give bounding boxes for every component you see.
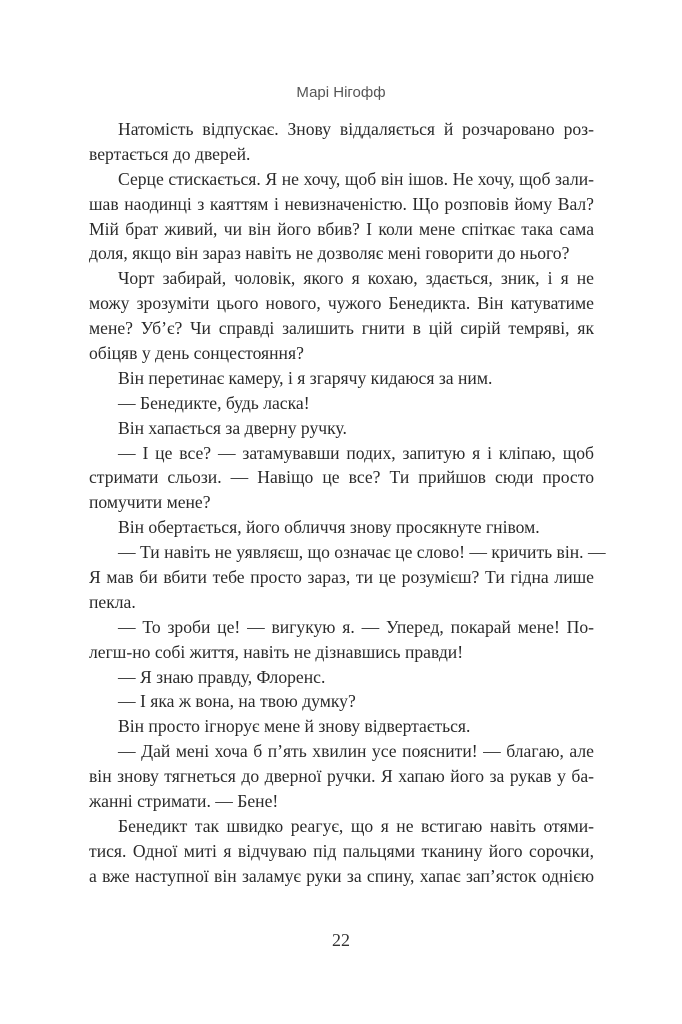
text-line: — І яка ж вона, на твою думку? [118,691,356,712]
text-line: Серце стискається. Я не хочу, щоб він ішов. Не хочу, щоб зали- [118,168,594,189]
text-line: доля, якщо він зараз навіть не дозволяє мені говорити до нього? [89,243,570,264]
text-line: — Бенедикте, будь ласка! [118,392,310,413]
text-line: шав наодинці з каяттям і невизначеністю. Що розповів йому Вал? [89,193,594,214]
text-line: Він хапається за дверну ручку. [118,417,347,438]
text-line: помучити мене? [89,492,211,513]
body-text [89,117,606,889]
text-line: а вже наступної він заламує руки за спину, хапає зап’ясток однією [89,865,594,886]
text-line: — Ти навіть не уявляєш, що означає це слово! — кричить він. — [118,542,606,563]
text-line: стримати сльози. — Навіщо це все? Ти прийшов сюди просто [89,467,594,488]
text-line: обіцяв у день сонцестояння? [89,343,304,364]
text-line: пекла. [89,591,136,612]
text-line: Бенедикт так швидко реагує, що я не встигаю навіть отями- [118,815,594,836]
text-line: — Я знаю правду, Флоренс. [118,666,326,687]
text-line: Чорт забирай, чоловік, якого я кохаю, здається, зник, і я не [118,268,594,289]
text-line: жанні стримати. — Бене! [89,791,279,812]
text-line: Він перетинає камеру, і я згарячу кидаюся за ним. [118,367,493,388]
text-line: Мій брат живий, чи він його вбив? І коли мене спіткає така сама [89,218,594,239]
text-line: можу зрозуміти цього нового, чужого Бенедикта. Він катуватиме [89,293,594,314]
text-line: він знову тягнеться до дверної ручки. Я хапаю його за рукав у ба- [89,766,594,787]
page-number: 22 [332,930,350,950]
text-line: Він обертається, його обличчя знову просякнуте гнівом. [118,517,540,538]
text-line: вертається до дверей. [89,143,251,164]
text-line: Він просто ігнорує мене й знову відвертається. [118,716,471,737]
text-line: мене? Уб’є? Чи справді залишить гнити в цій сирій темряві, як [89,318,594,339]
text-line: тися. Одної миті я відчуваю під пальцями тканину його сорочки, [89,840,594,861]
text-line: легш-но собі життя, навіть не дізнавшись правди! [89,641,464,662]
text-line: — То зроби це! — вигукую я. — Уперед, покарай мене! По- [118,616,594,637]
text-line: Натомість відпускає. Знову віддаляється й розчаровано роз- [118,119,594,139]
running-head: Марі Нігофф [296,84,386,101]
text-line: Я мав би вбити тебе просто зараз, ти це розумієш? Ти гідна лише [89,567,594,588]
text-line: — Дай мені хоча б п’ять хвилин усе пояснити! — благаю, але [118,741,594,762]
text-line: — І це все? — затамувавши подих, запитую я і кліпаю, щоб [118,442,594,463]
